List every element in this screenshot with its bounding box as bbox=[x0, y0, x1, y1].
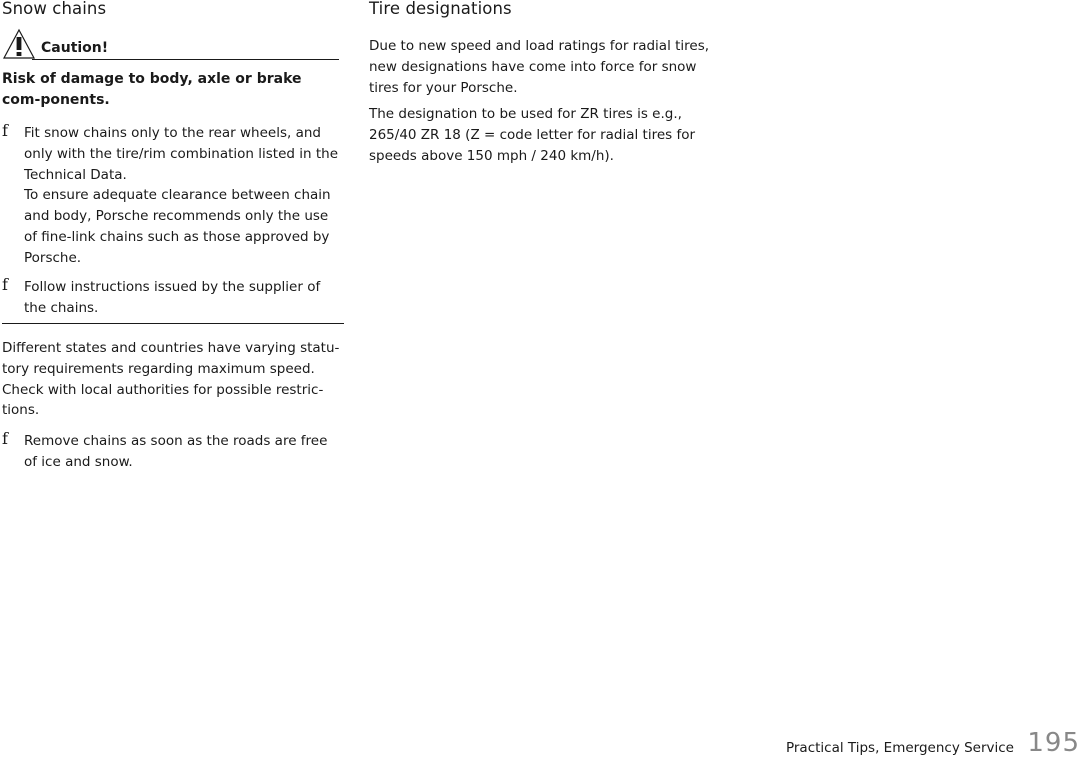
tire-designations-section bbox=[369, 0, 714, 164]
bullet-text: Fit snow chains only to the rear wheels, and only with the tire/rim combination listed in the Technical Data. bbox=[24, 125, 339, 183]
warning-text: Risk of damage to body, axle or brake com-ponents. bbox=[2, 71, 302, 108]
speed-requirements-paragraph: Different states and countries have varying statu-tory requirements regarding maximum speed. Check with local authorities for possible restric-tions. bbox=[2, 340, 340, 419]
tire-designations-paragraph-2: The designation to be used for ZR tires is e.g., 265/40 ZR 18 (Z = code letter for radial tires for speeds above 150 mph / 240 km/h). bbox=[369, 106, 696, 164]
bullet-glyph: f bbox=[2, 121, 8, 140]
bullet-text: Remove chains as soon as the roads are free of ice and snow. bbox=[24, 433, 328, 470]
tire-designations-paragraph-1: Due to new speed and load ratings for radial tires, new designations have come into force for snow tires for your Porsche. bbox=[369, 38, 710, 96]
bullet-glyph: f bbox=[2, 429, 8, 448]
bullet-fit-chains bbox=[2, 123, 344, 269]
page-number: 195 bbox=[1027, 728, 1080, 758]
bullet-glyph: f bbox=[2, 275, 8, 294]
snow-chains-title: Snow chains bbox=[2, 0, 107, 18]
footer-section-name: Practical Tips, Emergency Service bbox=[785, 740, 1014, 756]
caution-rule bbox=[32, 59, 339, 60]
bullet-follow-instructions bbox=[2, 277, 344, 319]
section-divider bbox=[2, 323, 344, 324]
snow-chains-section bbox=[2, 0, 344, 470]
bullet-remove-chains bbox=[2, 431, 344, 473]
caution-label: Caution! bbox=[41, 40, 109, 56]
bullet-text: Follow instructions issued by the supplier of the chains. bbox=[24, 279, 321, 316]
tire-designations-title: Tire designations bbox=[369, 0, 512, 18]
warning-triangle-icon bbox=[2, 28, 36, 60]
caution-header bbox=[2, 28, 339, 62]
bullet-text-continued: To ensure adequate clearance between chain and body, Porsche recommends only the use of fine-link chains such as those approved by Porsche. bbox=[24, 187, 331, 266]
